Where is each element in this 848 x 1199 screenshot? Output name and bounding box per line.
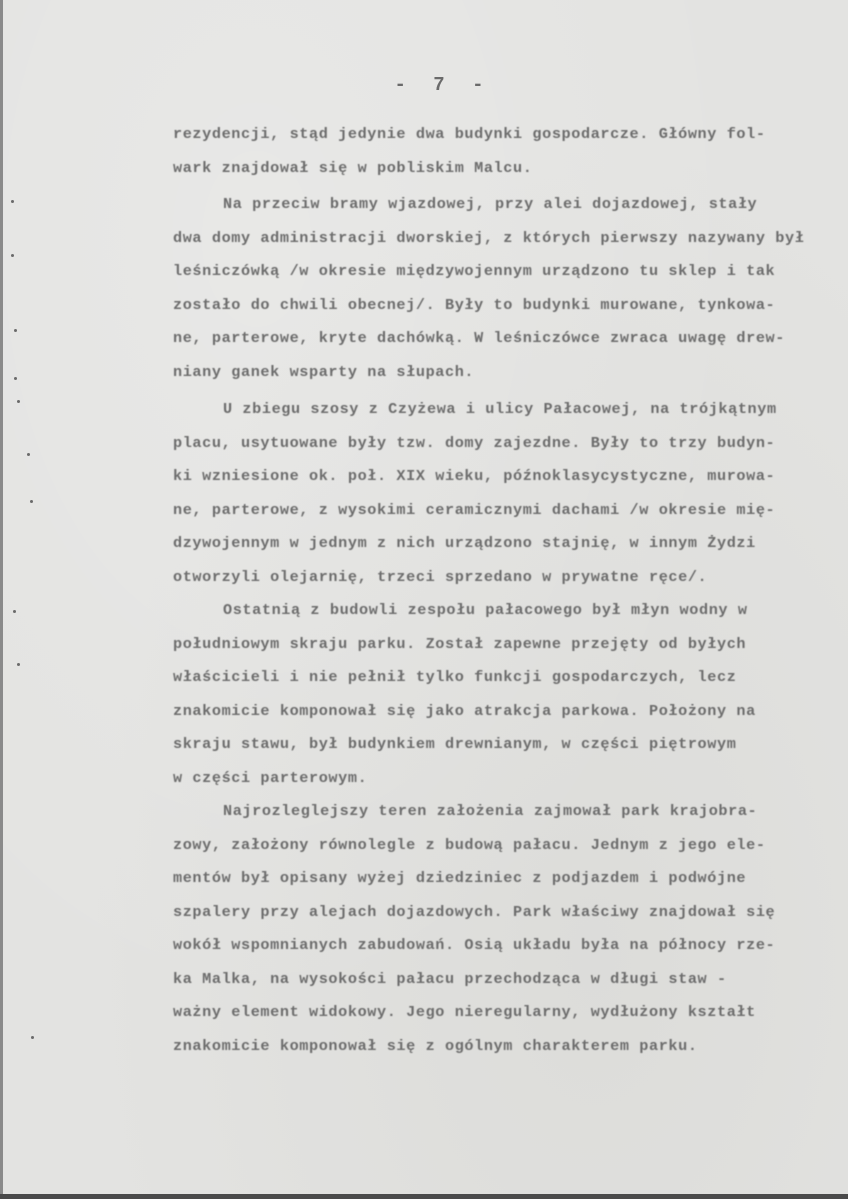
margin-mark bbox=[17, 400, 20, 403]
text-line: ne, parterowe, z wysokimi ceramicznymi dachami /w okresie mię- bbox=[173, 500, 776, 519]
margin-mark bbox=[11, 254, 14, 257]
paragraph-water-mill bbox=[173, 594, 823, 795]
margin-mark bbox=[14, 329, 17, 332]
margin-mark bbox=[14, 377, 17, 380]
margin-mark bbox=[13, 610, 16, 613]
text-line: dwa domy administracji dworskiej, z których pierwszy nazywany był bbox=[173, 228, 805, 247]
text-line: właścicieli i nie pełnił tylko funkcji gospodarczych, lecz bbox=[173, 668, 737, 686]
text-line: ne, parterowe, kryte dachówką. W leśniczówce zwraca uwagę drew- bbox=[173, 329, 785, 347]
margin-mark bbox=[27, 453, 30, 456]
margin-mark bbox=[30, 500, 33, 503]
margin-mark bbox=[11, 200, 14, 203]
paragraph-landscape-park bbox=[173, 795, 823, 1063]
text-line: dzywojennym w jednym z nich urządzono stajnię, w innym Żydzi bbox=[173, 534, 756, 552]
text-line: U zbiegu szosy z Czyżewa i ulicy Pałacowej, na trójkątnym bbox=[223, 400, 777, 418]
text-line: ki wzniesione ok. poł. XIX wieku, późnoklasycystyczne, murowa- bbox=[173, 467, 776, 485]
text-line: zowy, założony równolegle z budową pałacu. Jednym z jego ele- bbox=[173, 835, 766, 854]
margin-mark bbox=[31, 1036, 34, 1039]
body-text bbox=[173, 118, 823, 185]
paragraph-administration-houses bbox=[173, 188, 823, 389]
text-line: placu, usytuowane były tzw. domy zajezdne. Były to trzy budyn- bbox=[173, 433, 776, 452]
text-line: skraju stawu, był budynkiem drewnianym, w części piętrowym bbox=[173, 735, 737, 753]
scan-edge bbox=[0, 1194, 848, 1199]
text-line: szpalery przy alejach dojazdowych. Park właściwy znajdował się bbox=[173, 902, 776, 921]
page-number: - 7 - bbox=[394, 74, 492, 96]
text-line: otworzyli olejarnię, trzeci sprzedano w prywatne ręce/. bbox=[173, 567, 708, 586]
text-line: znakomicie komponował się z ogólnym charakterem parku. bbox=[173, 1036, 698, 1055]
text-line: znakomicie komponował się jako atrakcja parkowa. Położony na bbox=[173, 701, 756, 720]
document-page bbox=[3, 0, 848, 1194]
margin-mark bbox=[17, 663, 20, 666]
text-line: leśniczówką /w okresie międzywojennym urządzono tu sklep i tak bbox=[173, 262, 776, 280]
text-line: rezydencji, stąd jedynie dwa budynki gospodarcze. Główny fol- bbox=[173, 125, 766, 143]
text-line: mentów był opisany wyżej dziedziniec z podjazdem i podwójne bbox=[173, 869, 747, 887]
paragraph-inn-houses bbox=[173, 393, 823, 594]
text-line: wark znajdował się w pobliskim Malcu. bbox=[173, 158, 533, 177]
text-line: Ostatnią z budowli zespołu pałacowego był młyn wodny w bbox=[223, 601, 748, 619]
text-line: w części parterowym. bbox=[173, 768, 368, 787]
text-line: południowym skraju parku. Został zapewne przejęty od byłych bbox=[173, 634, 747, 653]
text-line: zostało do chwili obecnej/. Były to budynki murowane, tynkowa- bbox=[173, 295, 776, 314]
text-line: wokół wspomnianych zabudowań. Osią układu była na północy rze- bbox=[173, 936, 776, 954]
text-line: ważny element widokowy. Jego nieregularny, wydłużony kształt bbox=[173, 1003, 756, 1021]
text-line: Na przeciw bramy wjazdowej, przy alei dojazdowej, stały bbox=[223, 195, 758, 213]
text-line: niany ganek wsparty na słupach. bbox=[173, 362, 475, 381]
text-line: ka Malka, na wysokości pałacu przechodząca w długi staw - bbox=[173, 969, 727, 988]
text-line: Najrozleglejszy teren założenia zajmował park krajobra- bbox=[223, 802, 758, 820]
